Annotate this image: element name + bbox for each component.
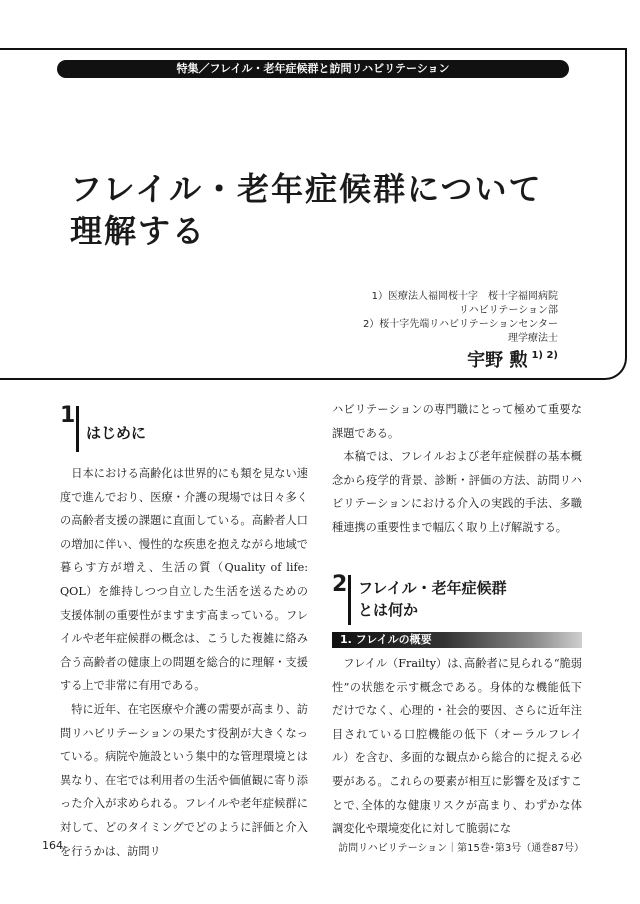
paragraph: 特に近年、在宅医療や介護の需要が高まり、訪問リハビリテーションの果たす役割が大きくなっている。病院や施設という集中的な管理環境とは異なり、在宅では利用者の生活や価値観に寄り添った介入が求められる。フレイルや老年症候群に対して、どのタイミングでどのように評価と介入を行うかは、訪問リ — [60, 702, 308, 858]
affiliation-line: 理学療法士 — [508, 333, 558, 344]
paragraph: フレイル（Frailty）は､高齢者に見られる“脆弱性”の状態を示す概念である。身体的な機能低下だけでなく、心理的・社会的要因、さらに近年注目されている口腔機能の低下（オーラルフレイル）を含む、多面的な観点から総合的に捉える必要がある。これらの要素が相互に影響を及ぼすことで､全体的な健康リスクが高まり、わずかな体調変化や環境変化に対して脆弱にな — [332, 657, 582, 836]
section-1-heading — [60, 404, 300, 454]
left-column — [60, 462, 308, 863]
subheading-frailty-overview: 1. フレイルの概要 — [332, 632, 582, 648]
section-2-title — [358, 577, 507, 621]
section-2-bar — [348, 575, 351, 625]
paragraph: 日本における高齢化は世界的にも類を見ない速度で進んでおり、医療・介護の現場では日々多くの高齢者支援の課題に直面している。高齢者人口の増加に伴い、慢性的な疾患を抱えながら地域で暮らす方が増え、生活の質（Quality of life: QOL）を維持しつつ自立した生活を送るための支援体制の重要性がますます高まっている。フレイルや老年症候群の概念は、こうした複雑に絡み合う高齢者の健康上の問題を総合的に理解・支援する上で非常に有用である。 — [60, 467, 308, 693]
affiliation-line: 2）桜十字先端リハビリテーションセンター — [362, 319, 558, 330]
affiliations — [258, 290, 558, 346]
affiliation-line: リハビリテーション部 — [458, 305, 558, 316]
article-title — [70, 168, 610, 252]
feature-banner: 特集／フレイル・老年症候群と訪問リハビリテーション — [57, 60, 569, 78]
section-1-bar — [76, 406, 79, 452]
section-2-title-line-1: フレイル・老年症候群 — [358, 579, 507, 597]
section-1-title: はじめに — [86, 424, 147, 442]
author-name: 宇野 勲 — [467, 350, 528, 371]
paragraph-continuation: ハビリテーションの専門職にとって極めて重要な課題である。 — [332, 403, 582, 440]
title-line-2: 理解する — [70, 212, 207, 250]
author — [467, 346, 558, 372]
journal-footer: 訪問リハビリテーション｜第15巻･第3号（通巻87号） — [338, 843, 584, 854]
right-column-lower — [332, 652, 582, 841]
paragraph: 本稿では、フレイルおよび老年症候群の基本概念から疫学的背景、診断・評価の方法、訪問リハビリテーションにおける介入の実践的手法、多職種連携の重要性まで幅広く取り上げ解説する。 — [332, 450, 582, 534]
title-line-1: フレイル・老年症候群について — [70, 170, 543, 208]
author-affil-marks: 1) 2) — [531, 350, 558, 361]
section-2-title-line-2: とは何か — [358, 601, 419, 619]
right-column-upper — [332, 398, 582, 540]
page-number: 164 — [42, 839, 63, 852]
section-1-number: 1 — [60, 403, 76, 428]
section-2-number: 2 — [332, 572, 348, 597]
affiliation-line: 1）医療法人福岡桜十字 桜十字福岡病院 — [371, 291, 558, 302]
section-2-heading — [332, 573, 582, 625]
